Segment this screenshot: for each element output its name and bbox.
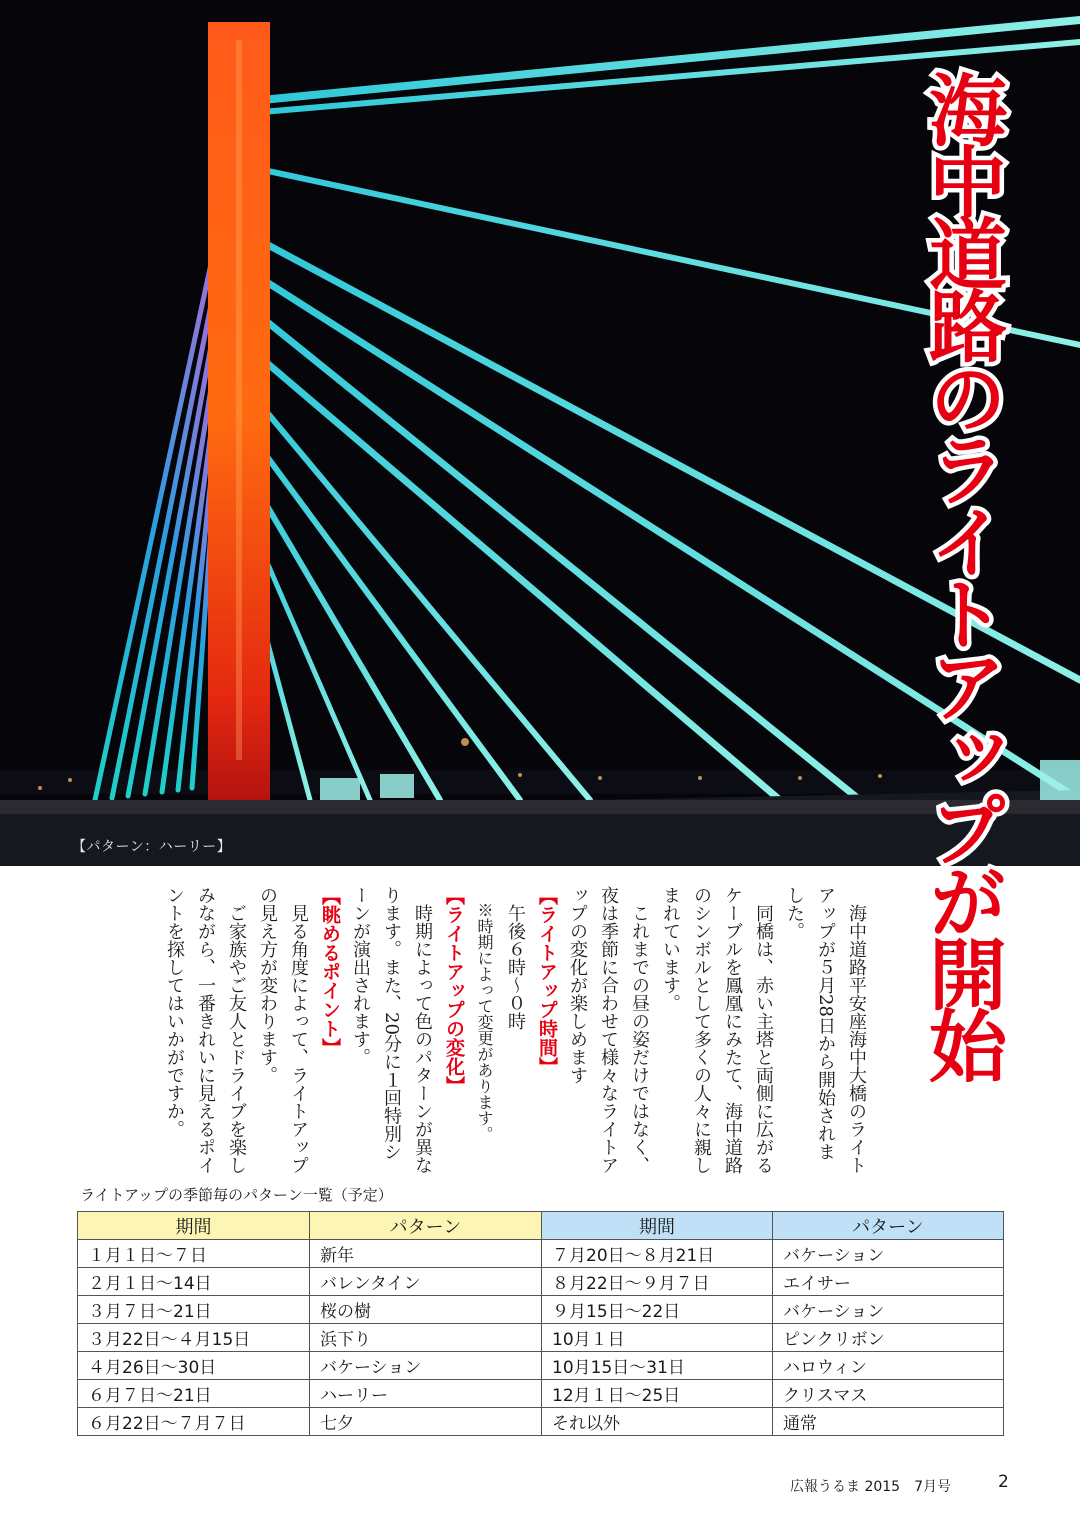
header-pattern-left: パターン (310, 1212, 542, 1240)
cell-period: ７月20日〜８月21日 (542, 1240, 773, 1268)
table-row (78, 1380, 1004, 1408)
cell-pattern: 浜下り (310, 1324, 542, 1352)
cell-period: 12月１日〜25日 (542, 1380, 773, 1408)
cell-pattern: バケーション (773, 1240, 1004, 1268)
paragraph-change: 時期によって色のパターンが異なります。また、20分に１回特別シーンが演出されます。 (350, 886, 433, 1174)
paragraph-angle: 見る角度によって、ライトアップの見え方が変わります。 (257, 886, 309, 1174)
lightup-time-note: ※時期によって変更があります。 (475, 902, 494, 1142)
paragraph-symbol: 同橋は、赤い主塔と両側に広がるケーブルを鳳凰にみたて、海中道路のシンボルとして多くの人々に親しまれています。 (660, 886, 774, 1174)
table-row (78, 1268, 1004, 1296)
cell-period: ３月22日〜４月15日 (78, 1324, 310, 1352)
cell-pattern: 新年 (310, 1240, 542, 1268)
heading-lightup-time: 【ライトアップ時間】 (536, 886, 558, 1076)
cell-pattern: バケーション (773, 1296, 1004, 1324)
page-title: 海中道路のライトアップが開始 (916, 70, 1006, 1078)
table-row (78, 1296, 1004, 1324)
heading-lightup-change: 【ライトアップの変化】 (443, 886, 465, 1095)
cell-pattern: 七夕 (310, 1408, 542, 1436)
cell-pattern: クリスマス (773, 1380, 1004, 1408)
cell-period: 10月15日〜31日 (542, 1352, 773, 1380)
cell-period: ８月22日〜９月７日 (542, 1268, 773, 1296)
cell-pattern: バレンタイン (310, 1268, 542, 1296)
cell-period: ４月26日〜30日 (78, 1352, 310, 1380)
table-row (78, 1324, 1004, 1352)
heading-viewpoint: 【眺めるポイント】 (319, 886, 341, 1057)
cell-pattern: ハーリー (310, 1380, 542, 1408)
page-number: 2 (998, 1472, 1009, 1492)
cell-pattern: エイサー (773, 1268, 1004, 1296)
cell-period: ２月１日〜14日 (78, 1268, 310, 1296)
cell-period: ９月15日〜22日 (542, 1296, 773, 1324)
table-title: ライトアップの季節毎のパターン一覧（予定） (80, 1186, 393, 1204)
cell-period: ６月22日〜７月７日 (78, 1408, 310, 1436)
lightup-time-value: 午後６時〜０時 (505, 904, 526, 1030)
cell-period: それ以外 (542, 1408, 773, 1436)
article-body (112, 886, 872, 1176)
cell-pattern: ハロウィン (773, 1352, 1004, 1380)
cell-period: ３月７日〜21日 (78, 1296, 310, 1324)
paragraph-drive: ご家族やご友人とドライブを楽しみながら、一番きれいに見えるポイントを探してはいかがですか。 (164, 886, 247, 1174)
cell-pattern: バケーション (310, 1352, 542, 1380)
paragraph-intro: 海中道路平安座海中大橋のライトアップが５月28日から開始されました。 (784, 886, 867, 1174)
cell-period: １月１日〜７日 (78, 1240, 310, 1268)
header-period-right: 期間 (542, 1212, 773, 1240)
cell-period: ６月７日〜21日 (78, 1380, 310, 1408)
paragraph-seasons: これまでの昼の姿だけではなく、夜は季節に合わせて様々なライトアップの変化が楽しめます (567, 886, 650, 1174)
header-pattern-right: パターン (773, 1212, 1004, 1240)
photo-caption: 【パターン：ハーリー】 (72, 839, 232, 855)
cell-pattern: 桜の樹 (310, 1296, 542, 1324)
pattern-table (77, 1211, 1004, 1436)
cell-period: 10月１日 (542, 1324, 773, 1352)
table-header-row (78, 1212, 1004, 1240)
table-row (78, 1240, 1004, 1268)
cell-pattern: ピンクリボン (773, 1324, 1004, 1352)
table-row (78, 1352, 1004, 1380)
table-row (78, 1408, 1004, 1436)
header-period-left: 期間 (78, 1212, 310, 1240)
cell-pattern: 通常 (773, 1408, 1004, 1436)
issue-label: 広報うるま 2015 7月号 (790, 1479, 951, 1495)
